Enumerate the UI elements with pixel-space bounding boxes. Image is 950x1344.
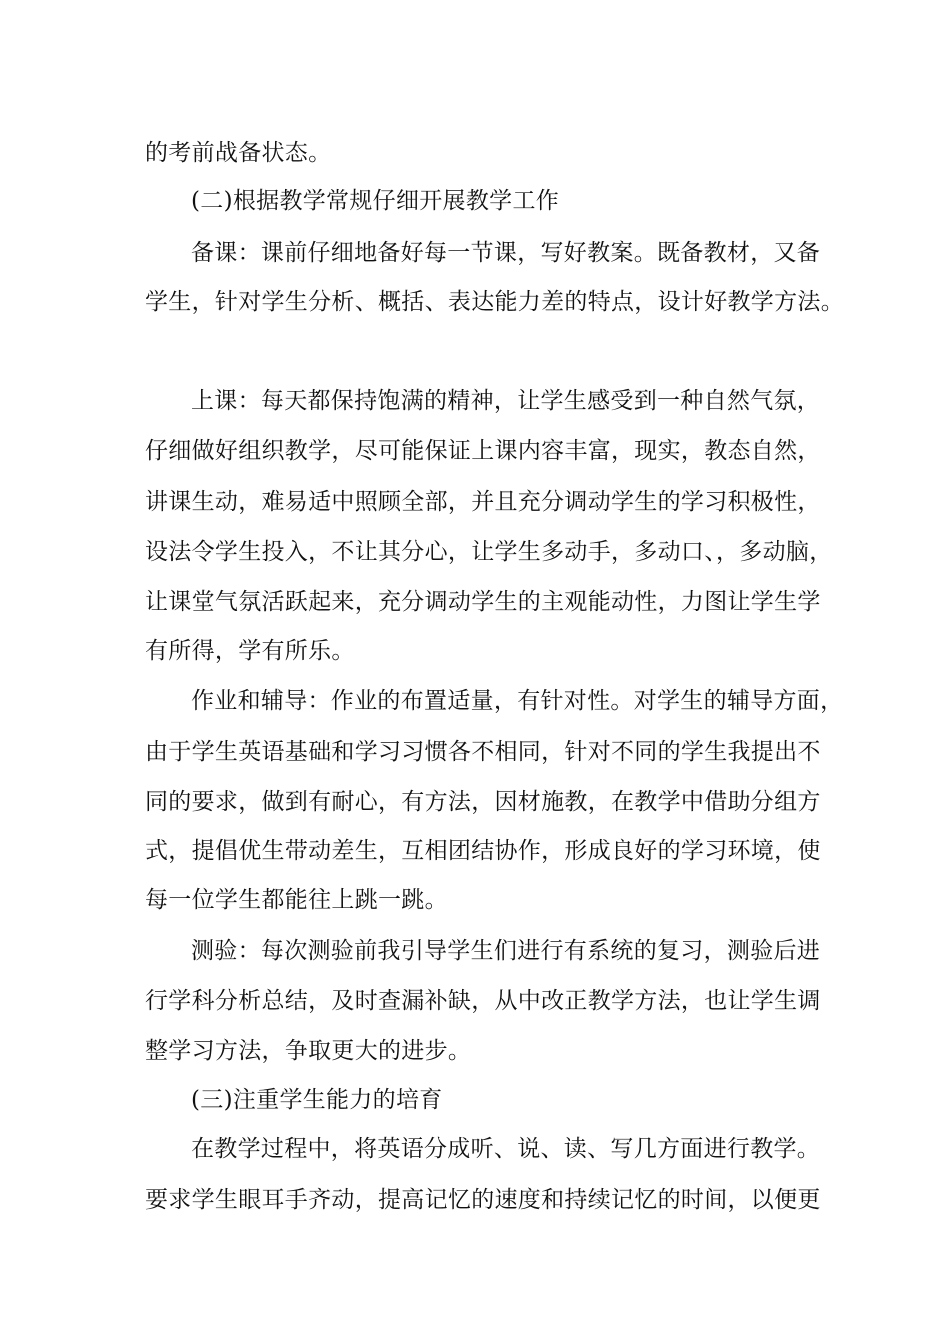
text-line: 行学科分析总结，及时查漏补缺，从中改正教学方法，也让学生调: [145, 988, 821, 1014]
text-line: 要求学生眼耳手齐动，提高记忆的速度和持续记忆的时间，以便更: [145, 1187, 821, 1213]
text-line: 上课：每天都保持饱满的精神，让学生感受到一种自然气氛，: [191, 388, 821, 414]
text-line: 仔细做好组织教学，尽可能保证上课内容丰富，现实，教态自然，: [145, 438, 821, 464]
text-line: 有所得，学有所乐。: [145, 638, 355, 664]
text-line: 每一位学生都能往上跳一跳。: [145, 887, 448, 913]
text-line: 由于学生英语基础和学习习惯各不相同，针对不同的学生我提出不: [145, 739, 821, 765]
section-heading: (三)注重学生能力的培育: [191, 1087, 443, 1113]
text-line: 备课：课前仔细地备好每一节课，写好教案。既备教材，又备: [191, 240, 821, 266]
text-line: 设法令学生投入，不让其分心，让学生多动手，多动口、，多动脑，: [145, 539, 833, 565]
text-line: 让课堂气氛活跃起来，充分调动学生的主观能动性，力图让学生学: [145, 589, 821, 615]
text-line: 测验：每次测验前我引导学生们进行有系统的复习，测验后进: [191, 938, 821, 964]
text-line: 式，提倡优生带动差生，互相团结协作，形成良好的学习环境，使: [145, 838, 821, 864]
text-line: 在教学过程中，将英语分成听、说、读、写几方面进行教学。: [191, 1136, 821, 1162]
text-line: 同的要求，做到有耐心，有方法，因材施教，在教学中借助分组方: [145, 789, 821, 815]
text-line: 讲课生动，难易适中照顾全部，并且充分调动学生的学习积极性，: [145, 489, 821, 515]
text-line: 整学习方法，争取更大的进步。: [145, 1038, 472, 1064]
section-heading: (二)根据教学常规仔细开展教学工作: [191, 188, 560, 214]
text-line: 学生，针对学生分析、概括、表达能力差的特点，设计好教学方法。: [145, 289, 844, 315]
text-line: 的考前战备状态。: [145, 140, 332, 166]
text-line: 作业和辅导：作业的布置适量，有针对性。对学生的辅导方面，: [191, 688, 844, 714]
